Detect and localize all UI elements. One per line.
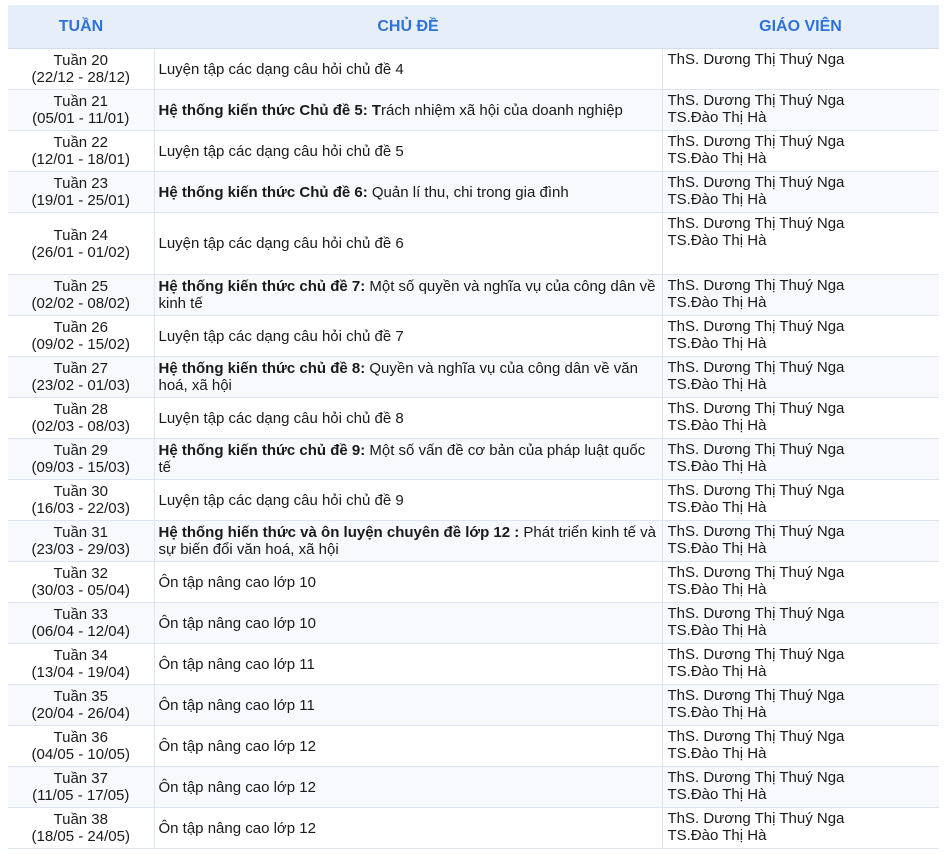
teacher-name: TS.Đào Thị Hà <box>667 540 767 557</box>
week-label: Tuần 25 <box>53 278 108 295</box>
week-cell <box>8 480 154 521</box>
week-label: Tuần 24 <box>53 226 108 244</box>
week-cell <box>8 808 154 849</box>
week-label: Tuần 37 <box>53 770 108 787</box>
teacher-name: ThS. Dương Thị Thuý Nga <box>667 51 845 68</box>
teacher-name: TS.Đào Thị Hà <box>667 663 767 680</box>
topic-heading: Hệ thống hiến thức và ôn luyện chuyên đề lớp 12 : <box>158 524 520 541</box>
teacher-cell <box>662 726 939 767</box>
topic-cell <box>154 767 662 808</box>
teacher-name: TS.Đào Thị Hà <box>667 458 767 475</box>
table-row <box>8 398 939 439</box>
schedule-table <box>8 5 939 849</box>
topic-text: Ôn tập nâng cao lớp 11 <box>158 696 315 714</box>
week-label: Tuần 22 <box>53 134 108 151</box>
topic-cell <box>154 726 662 767</box>
week-dates: (22/12 - 28/12) <box>31 69 130 86</box>
teacher-cell <box>662 521 939 562</box>
table-row <box>8 172 939 213</box>
teacher-name: ThS. Dương Thị Thuý Nga <box>667 277 845 294</box>
topic-text: Một số vấn đề cơ bản của pháp luật quốc tế <box>158 442 646 476</box>
week-dates: (09/03 - 15/03) <box>31 459 130 476</box>
teacher-name: ThS. Dương Thị Thuý Nga <box>667 359 845 376</box>
week-label: Tuần 29 <box>53 442 108 459</box>
topic-text: Luyện tập các dạng câu hỏi chủ đề 7 <box>158 327 404 345</box>
teacher-name: TS.Đào Thị Hà <box>667 704 767 721</box>
teacher-name: ThS. Dương Thị Thuý Nga <box>667 215 845 232</box>
topic-cell <box>154 213 662 275</box>
topic-heading: Hệ thống kiến thức chủ đề 9: <box>158 442 366 459</box>
teacher-cell <box>662 808 939 849</box>
table-row <box>8 726 939 767</box>
teacher-cell <box>662 480 939 521</box>
table-row <box>8 439 939 480</box>
week-cell <box>8 726 154 767</box>
week-dates: (11/05 - 17/05) <box>32 787 130 804</box>
topic-cell <box>154 521 662 562</box>
week-label: Tuần 35 <box>53 688 108 705</box>
week-cell <box>8 213 154 275</box>
topic-text: Luyện tập các dạng câu hỏi chủ đề 5 <box>158 142 404 160</box>
topic-text: Ôn tập nâng cao lớp 12 <box>158 778 316 796</box>
teacher-cell <box>662 439 939 480</box>
teacher-cell <box>662 357 939 398</box>
topic-text: Luyện tập các dạng câu hỏi chủ đề 9 <box>158 491 404 509</box>
teacher-name: TS.Đào Thị Hà <box>667 622 767 639</box>
teacher-name: TS.Đào Thị Hà <box>667 581 767 598</box>
week-label: Tuần 38 <box>53 811 108 828</box>
table-row <box>8 316 939 357</box>
teacher-name: TS.Đào Thị Hà <box>667 294 767 311</box>
topic-cell <box>154 49 662 90</box>
teacher-cell <box>662 213 939 275</box>
table-row <box>8 603 939 644</box>
week-label: Tuần 23 <box>53 175 108 192</box>
week-cell <box>8 521 154 562</box>
week-cell <box>8 172 154 213</box>
topic-cell <box>154 316 662 357</box>
teacher-name: ThS. Dương Thị Thuý Nga <box>667 400 845 417</box>
table-row <box>8 49 939 90</box>
week-dates: (16/03 - 22/03) <box>31 500 130 517</box>
week-cell <box>8 644 154 685</box>
topic-cell <box>154 480 662 521</box>
teacher-name: TS.Đào Thị Hà <box>667 191 767 208</box>
week-dates: (13/04 - 19/04) <box>31 664 130 681</box>
teacher-name: ThS. Dương Thị Thuý Nga <box>667 523 845 540</box>
topic-cell <box>154 562 662 603</box>
week-dates: (09/02 - 15/02) <box>31 336 130 353</box>
table-row <box>8 90 939 131</box>
table-row <box>8 131 939 172</box>
topic-text: Ôn tập nâng cao lớp 11 <box>158 655 315 673</box>
topic-cell <box>154 398 662 439</box>
teacher-name: TS.Đào Thị Hà <box>667 109 767 126</box>
table-row <box>8 644 939 685</box>
topic-text: Luyện tập các dạng câu hỏi chủ đề 6 <box>158 235 404 252</box>
teacher-cell <box>662 398 939 439</box>
week-dates: (06/04 - 12/04) <box>31 623 130 640</box>
topic-cell <box>154 808 662 849</box>
teacher-name: ThS. Dương Thị Thuý Nga <box>667 810 845 827</box>
week-label: Tuần 34 <box>53 647 108 664</box>
topic-cell <box>154 685 662 726</box>
week-dates: (23/02 - 01/03) <box>31 377 130 394</box>
topic-cell <box>154 275 662 316</box>
topic-cell <box>154 131 662 172</box>
week-dates: (30/03 - 05/04) <box>31 582 130 599</box>
week-label: Tuần 32 <box>53 565 108 582</box>
teacher-name: TS.Đào Thị Hà <box>667 827 767 844</box>
week-cell <box>8 131 154 172</box>
week-label: Tuần 27 <box>53 360 108 377</box>
week-dates: (23/03 - 29/03) <box>31 541 130 558</box>
column-header-week: TUẦN <box>8 5 154 49</box>
teacher-cell <box>662 131 939 172</box>
week-label: Tuần 36 <box>53 729 108 746</box>
teacher-name: ThS. Dương Thị Thuý Nga <box>667 92 845 109</box>
teacher-cell <box>662 685 939 726</box>
column-header-teacher: GIÁO VIÊN <box>662 5 939 49</box>
topic-heading: Hệ thống kiến thức Chủ đề 5: T <box>158 101 382 119</box>
table-row <box>8 767 939 808</box>
week-dates: (20/04 - 26/04) <box>31 705 130 722</box>
teacher-cell <box>662 644 939 685</box>
week-label: Tuần 20 <box>53 52 108 69</box>
week-cell <box>8 685 154 726</box>
topic-text: Luyện tập các dạng câu hỏi chủ đề 8 <box>158 409 404 427</box>
week-label: Tuần 26 <box>53 319 108 336</box>
topic-cell <box>154 603 662 644</box>
topic-text: Phát triển kinh tế và sự biến đổi văn hoá, xã hội <box>158 524 656 558</box>
teacher-name: TS.Đào Thị Hà <box>667 745 767 762</box>
week-cell <box>8 603 154 644</box>
week-label: Tuần 33 <box>53 606 108 623</box>
week-dates: (05/01 - 11/01) <box>32 110 130 127</box>
topic-heading: Hệ thống kiến thức chủ đề 8: <box>158 360 366 377</box>
teacher-cell <box>662 603 939 644</box>
week-cell <box>8 398 154 439</box>
teacher-name: ThS. Dương Thị Thuý Nga <box>667 564 845 581</box>
topic-text: rách nhiệm xã hội của doanh nghiệp <box>381 101 623 119</box>
column-header-topic: CHỦ ĐỀ <box>154 5 662 49</box>
teacher-name: ThS. Dương Thị Thuý Nga <box>667 174 845 191</box>
week-label: Tuần 28 <box>53 401 108 418</box>
teacher-name: TS.Đào Thị Hà <box>667 150 767 167</box>
week-dates: (12/01 - 18/01) <box>31 151 130 168</box>
topic-heading: Hệ thống kiến thức chủ đề 7: <box>158 278 366 295</box>
topic-text: Quản lí thu, chi trong gia đình <box>367 183 569 201</box>
week-label: Tuần 31 <box>53 524 108 541</box>
week-cell <box>8 562 154 603</box>
table-header <box>8 5 939 49</box>
topic-text: Ôn tập nâng cao lớp 12 <box>158 737 316 755</box>
topic-text: Một số quyền và nghĩa vụ của công dân về kinh tế <box>158 278 656 312</box>
table-row <box>8 685 939 726</box>
teacher-name: ThS. Dương Thị Thuý Nga <box>667 482 845 499</box>
topic-text: Ôn tập nâng cao lớp 12 <box>158 819 316 837</box>
teacher-cell <box>662 172 939 213</box>
table-row <box>8 562 939 603</box>
teacher-name: ThS. Dương Thị Thuý Nga <box>667 441 845 458</box>
week-cell <box>8 90 154 131</box>
week-dates: (04/05 - 10/05) <box>31 746 130 763</box>
topic-text: Luyện tập các dạng câu hỏi chủ đề 4 <box>158 60 404 78</box>
week-label: Tuần 21 <box>53 93 108 110</box>
topic-text: Ôn tập nâng cao lớp 10 <box>158 614 316 632</box>
topic-text: Ôn tập nâng cao lớp 10 <box>158 573 316 591</box>
teacher-cell <box>662 275 939 316</box>
teacher-name: TS.Đào Thị Hà <box>667 786 767 803</box>
table-row <box>8 357 939 398</box>
week-cell <box>8 275 154 316</box>
teacher-name: ThS. Dương Thị Thuý Nga <box>667 769 845 786</box>
teacher-name: TS.Đào Thị Hà <box>667 376 767 393</box>
teacher-name: ThS. Dương Thị Thuý Nga <box>667 133 845 150</box>
teacher-name: ThS. Dương Thị Thuý Nga <box>667 728 845 745</box>
teacher-name: TS.Đào Thị Hà <box>667 499 767 516</box>
topic-cell <box>154 357 662 398</box>
table-body <box>8 49 939 849</box>
topic-cell <box>154 439 662 480</box>
teacher-cell <box>662 767 939 808</box>
teacher-cell <box>662 49 939 90</box>
topic-heading: Hệ thống kiến thức Chủ đề 6: <box>158 183 368 201</box>
teacher-name: TS.Đào Thị Hà <box>667 335 767 352</box>
teacher-name: ThS. Dương Thị Thuý Nga <box>667 687 845 704</box>
table-row <box>8 275 939 316</box>
week-dates: (18/05 - 24/05) <box>31 828 130 845</box>
table-row <box>8 213 939 275</box>
week-dates: (02/03 - 08/03) <box>31 418 130 435</box>
week-dates: (26/01 - 01/02) <box>31 243 130 261</box>
week-cell <box>8 316 154 357</box>
topic-cell <box>154 90 662 131</box>
topic-cell <box>154 644 662 685</box>
week-cell <box>8 49 154 90</box>
week-cell <box>8 767 154 808</box>
teacher-name: ThS. Dương Thị Thuý Nga <box>667 605 845 622</box>
week-label: Tuần 30 <box>53 483 108 500</box>
week-cell <box>8 357 154 398</box>
teacher-name: TS.Đào Thị Hà <box>667 232 767 249</box>
topic-text: Quyền và nghĩa vụ của công dân về văn hoá, xã hội <box>158 360 638 394</box>
teacher-name: ThS. Dương Thị Thuý Nga <box>667 318 845 335</box>
table-row <box>8 808 939 849</box>
teacher-cell <box>662 316 939 357</box>
table-row <box>8 521 939 562</box>
table-row <box>8 480 939 521</box>
topic-cell <box>154 172 662 213</box>
week-cell <box>8 439 154 480</box>
teacher-cell <box>662 90 939 131</box>
week-dates: (19/01 - 25/01) <box>31 192 130 209</box>
teacher-name: ThS. Dương Thị Thuý Nga <box>667 646 845 663</box>
teacher-name: TS.Đào Thị Hà <box>667 417 767 434</box>
teacher-cell <box>662 562 939 603</box>
week-dates: (02/02 - 08/02) <box>31 295 130 312</box>
